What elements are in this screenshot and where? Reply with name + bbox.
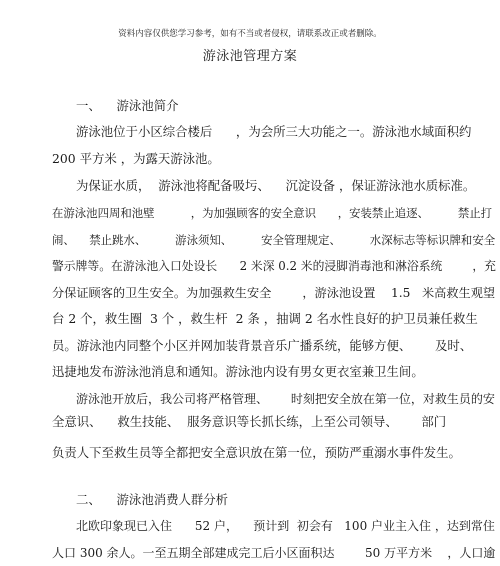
paragraph-line: 分保证顾客的卫生安全。为加强救生安全 ，游泳池设置 1.5 米高救生观望 [52,286,496,300]
page-title: 游泳池管理方案 [202,49,298,64]
paragraph-line: 游泳池位于小区综合楼后 ，为会所三大功能之一。游泳池水域面积约 [76,124,472,139]
paragraph-line: 人口 300 余人。一至五期全部建成完工后小区面积达 50 万平方米 ，人口逾 [52,546,496,560]
copyright-notice: 资料内容仅供您学习参考，如有不当或者侵权，请联系改正或者删除。 [118,29,382,39]
paragraph-line: 北欧印象现已入住 52 户， 预计到 初会有 100 户业主入住 ，达到常住 [76,519,495,533]
paragraph-line: 负责人下至救生员等全都把安全意识放在第一位，预防严重溺水事件发生。 [52,445,461,460]
paragraph-line: 闹、 禁止跳水、 游泳须知、 安全管理规定、 水深标志等标识牌和安全 [52,233,496,247]
paragraph-line: 台 2 个，救生圈 3 个 ，救生杆 2 条 ，抽调 2 名水性良好的护卫员兼任救生 [52,311,478,326]
paragraph-line: 为保证水质， 游泳池将配备吸圬、 沉淀设备 ，保证游泳池水质标准。 [76,178,476,193]
paragraph-line: 在游泳池四周和池壁 ，为加强顾客的安全意识 ，安装禁止追逐、 禁止打 [52,206,493,220]
section-heading-2: 二、 游泳池消费人群分析 [76,492,229,507]
paragraph-line: 员。游泳池内同整个小区并网加装背景音乐广播系统，能够方便、 及时、 [52,338,473,353]
paragraph-line: 200 平方米 ，为露天游泳池。 [52,151,220,166]
paragraph-line: 游泳池开放后，我公司将严格管理、 时刻把安全放在第一位，对救生员的安 [76,392,495,406]
paragraph-line: 警示牌等。在游泳池入口处设长 2 米深 0.2 米的浸脚消毒池和淋浴系统 ，充 [52,259,496,273]
paragraph-line: 迅捷地发布游泳池消息和通知。游泳池内设有男女更衣室兼卫生间。 [52,364,424,379]
paragraph-line: 全意识、 救生技能、 服务意识等长抓长练，上至公司领导、 部门 [52,414,447,429]
section-heading-1: 一、 游泳池简介 [76,98,179,113]
